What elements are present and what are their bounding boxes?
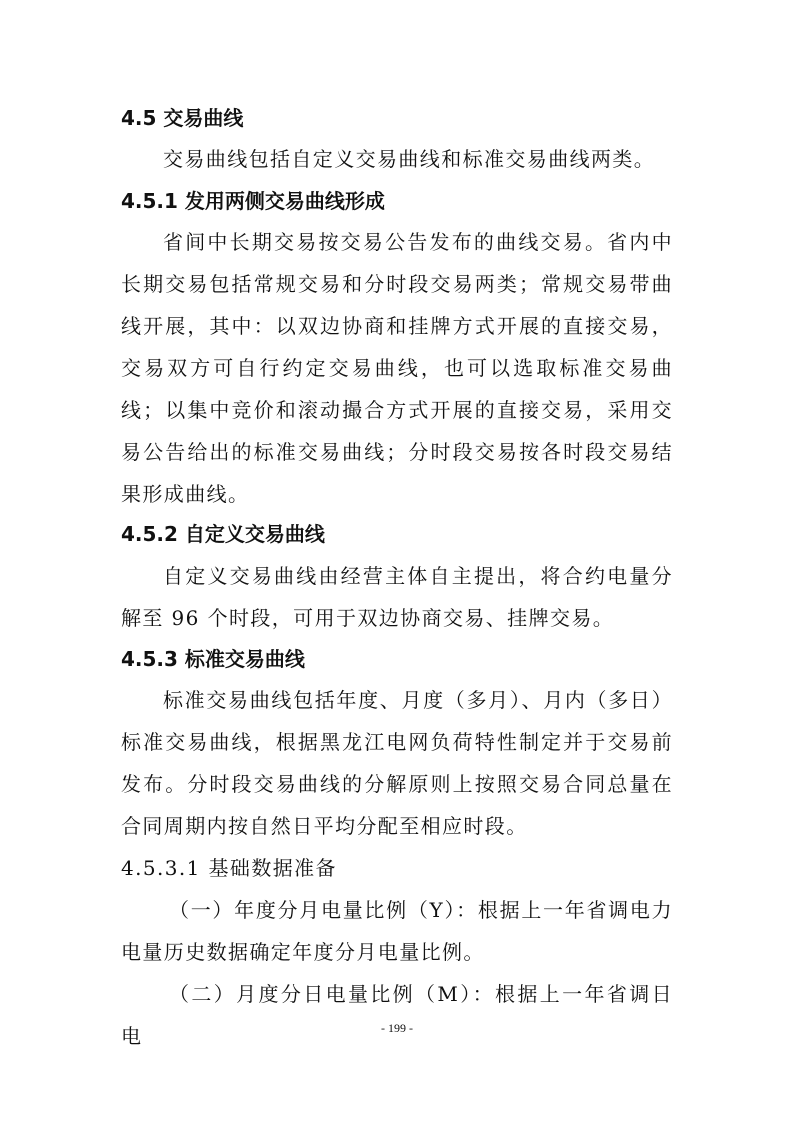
heading-4-5-3: 4.5.3 标准交易曲线 xyxy=(121,647,305,671)
paragraph-4-5-3: 标准交易曲线包括年度、月度（多月）、月内（多日）标准交易曲线，根据黑龙江电网负荷特性制定并于交易前发布。分时段交易曲线的分解原则上按照交易合同总量在合同周期内按自然日平均分配至相应时段。 xyxy=(121,688,673,838)
page-number: - 199 - xyxy=(381,1021,413,1035)
heading-4-5-1: 4.5.1 发用两侧交易曲线形成 xyxy=(121,189,385,213)
heading-4-5-2: 4.5.2 自定义交易曲线 xyxy=(121,522,325,546)
paragraph-4-5-2: 自定义交易曲线由经营主体自主提出，将合约电量分解至 96 个时段，可用于双边协商交易、挂牌交易。 xyxy=(121,564,673,630)
paragraph-4-5-1: 省间中长期交易按交易公告发布的曲线交易。省内中长期交易包括常规交易和分时段交易两类；常规交易带曲线开展，其中：以双边协商和挂牌方式开展的直接交易，交易双方可自行约定交易曲线，也可以选取标准交易曲线；以集中竞价和滚动撮合方式开展的直接交易，采用交易公告给出的标准交易曲线；分时段交易按各时段交易结果形成曲线。 xyxy=(121,230,673,506)
heading-4-5: 4.5 交易曲线 xyxy=(121,106,244,130)
list-item-2: （二）月度分日电量比例（M）：根据上一年省调日电 xyxy=(121,982,673,1048)
subheading-4-5-3-1: 4.5.3.1 基础数据准备 xyxy=(121,856,337,880)
list-item-1: （一）年度分月电量比例（Y）：根据上一年省调电力电量历史数据确定年度分月电量比例。 xyxy=(121,898,673,964)
paragraph-4-5: 交易曲线包括自定义交易曲线和标准交易曲线两类。 xyxy=(163,147,656,171)
